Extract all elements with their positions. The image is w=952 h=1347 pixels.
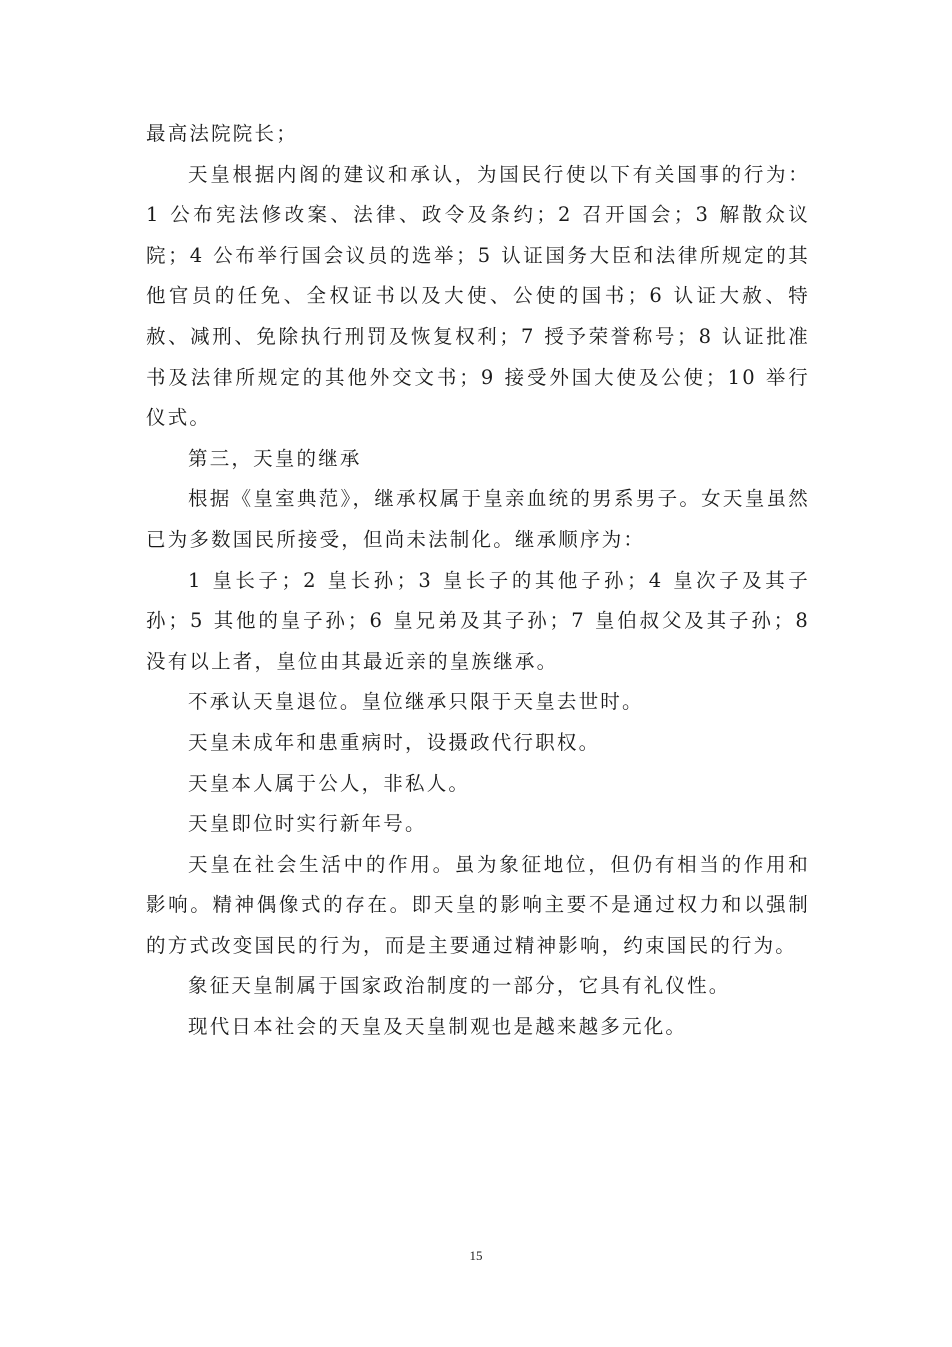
paragraph: 天皇即位时实行新年号。 bbox=[188, 812, 427, 836]
paragraph: 天皇本人属于公人，非私人。 bbox=[188, 771, 471, 795]
paragraph: 天皇未成年和患重病时，设摄政代行职权。 bbox=[188, 730, 601, 754]
section-heading: 第三，天皇的继承 bbox=[188, 446, 362, 470]
paragraph: 不承认天皇退位。皇位继承只限于天皇去世时。 bbox=[188, 690, 644, 714]
paragraph: 天皇根据内阁的建议和承认，为国民行使以下有关国事的行为：1 公布宪法修改案、法律、政令及条约；2 召开国会；3 解散众议院；4 公布举行国会议员的选举；5 认证国务大臣和法律所规定的其他官员的任免、全权证书以及大使、公使的国书；6 认证大赦、特赦、减刑、免除执行刑罚及恢复权利；7 授予荣誉称号；8 认证批准书及法律所规定的其他外交文书；9 接受外国大使及公使；10 举行仪式。 bbox=[146, 162, 810, 430]
page-number: 15 bbox=[469, 1248, 483, 1263]
paragraph: 天皇在社会生活中的作用。虽为象征地位，但仍有相当的作用和影响。精神偶像式的存在。即天皇的影响主要不是通过权力和以强制的方式改变国民的行为，而是主要通过精神影响，约束国民的行为。 bbox=[146, 852, 810, 957]
paragraph: 1 皇长子；2 皇长孙；3 皇长子的其他子孙；4 皇次子及其子孙；5 其他的皇子孙；6 皇兄弟及其子孙；7 皇伯叔父及其子孙；8 没有以上者，皇位由其最近亲的皇族继承。 bbox=[146, 568, 810, 673]
document-body bbox=[146, 114, 810, 1048]
paragraph: 根据《皇室典范》，继承权属于皇亲血统的男系男子。女天皇虽然已为多数国民所接受，但尚未法制化。继承顺序为： bbox=[146, 487, 810, 551]
paragraph: 象征天皇制属于国家政治制度的一部分，它具有礼仪性。 bbox=[188, 974, 731, 998]
paragraph: 最高法院院长； bbox=[146, 122, 298, 145]
paragraph: 现代日本社会的天皇及天皇制观也是越来越多元化。 bbox=[188, 1015, 688, 1039]
